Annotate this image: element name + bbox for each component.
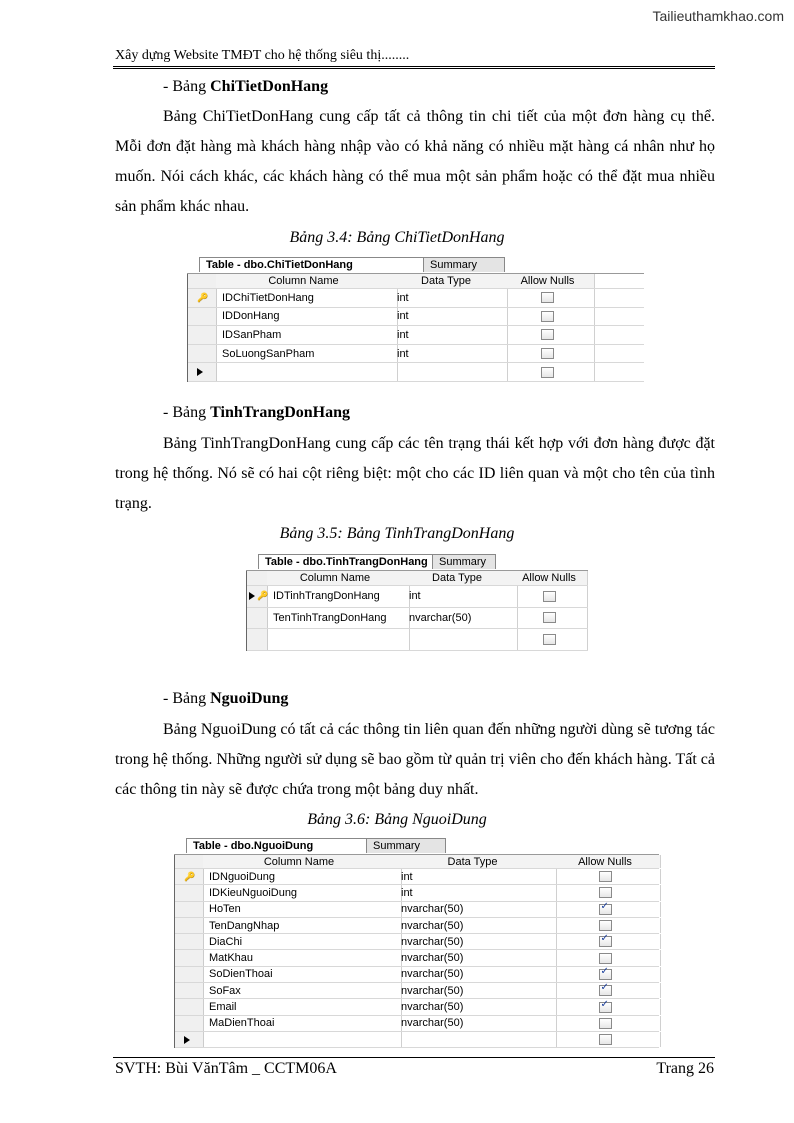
row-selector[interactable] xyxy=(175,983,204,998)
allow-nulls-cell xyxy=(501,326,595,344)
table-row xyxy=(175,934,659,950)
data-type-cell[interactable]: int xyxy=(403,586,518,607)
data-type-header: Data Type xyxy=(395,855,551,868)
heading-name: TinhTrangDonHang xyxy=(210,404,351,421)
allow-nulls-cell xyxy=(501,363,595,381)
paragraph xyxy=(115,715,715,805)
allow-nulls-checkbox[interactable] xyxy=(599,936,612,947)
column-name-cell[interactable]: SoLuongSanPham xyxy=(216,345,398,363)
heading-name: NguoiDung xyxy=(210,690,289,707)
allow-nulls-header: Allow Nulls xyxy=(550,855,661,868)
allow-nulls-checkbox[interactable] xyxy=(599,1002,612,1013)
allow-nulls-cell xyxy=(511,586,588,607)
row-selector[interactable] xyxy=(175,999,204,1014)
table-designer xyxy=(246,554,588,651)
table-designer xyxy=(174,838,659,1048)
data-type-cell[interactable]: int xyxy=(395,869,557,884)
watermark: Tailieuthamkhao.com xyxy=(652,8,784,24)
page-number: Trang 26 xyxy=(656,1060,714,1077)
paragraph-text: Bảng NguoiDung có tất cả các thông tin liên quan đến những người dùng sẽ tương tác trong hệ thống. Những người sử dụng sẽ bao gồm từ quản trị viên cho đến khách hàng. Tất cả các thông tin này sẽ được chứa trong một bảng duy nhất. xyxy=(115,721,715,798)
column-name-cell[interactable]: MaDienThoai xyxy=(203,1016,402,1031)
data-type-cell[interactable]: nvarchar(50) xyxy=(395,934,557,949)
grid-header xyxy=(247,571,588,586)
column-name-cell[interactable] xyxy=(267,629,410,650)
footer-rule xyxy=(113,1057,715,1058)
allow-nulls-checkbox[interactable] xyxy=(543,612,556,623)
paragraph-text: Bảng ChiTietDonHang cung cấp tất cả thông tin chi tiết của một đơn hàng cụ thể. Mỗi đơn đặt hàng mà khách hàng nhập vào có khả năng có nhiều mặt hàng cá nhân như họ muốn. Nói cách khác, các khách hàng có thể mua một sản phẩm hoặc có thể đặt mua nhiều sản phẩm khác nhau. xyxy=(115,108,715,215)
row-selector[interactable] xyxy=(175,902,204,917)
header-rule xyxy=(113,66,715,69)
tab-strip xyxy=(174,838,659,855)
row-selector[interactable] xyxy=(175,950,204,965)
row-selector[interactable] xyxy=(175,869,204,884)
paragraph xyxy=(115,102,715,222)
row-selector[interactable] xyxy=(175,918,204,933)
column-name-cell[interactable]: IDKieuNguoiDung xyxy=(203,885,402,900)
column-name-cell[interactable]: Email xyxy=(203,999,402,1014)
allow-nulls-cell xyxy=(550,999,661,1014)
allow-nulls-cell xyxy=(550,869,661,884)
allow-nulls-checkbox[interactable] xyxy=(541,292,554,303)
table-caption: Bảng 3.4: Bảng ChiTietDonHang xyxy=(289,229,505,246)
table-row xyxy=(188,363,644,382)
summary-tab[interactable]: Summary xyxy=(423,257,505,272)
data-type-header: Data Type xyxy=(403,571,512,585)
allow-nulls-cell xyxy=(501,308,595,326)
allow-nulls-header: Allow Nulls xyxy=(501,274,595,288)
allow-nulls-header: Allow Nulls xyxy=(511,571,588,585)
row-selector[interactable] xyxy=(247,629,268,650)
designer-tab[interactable]: Table - dbo.ChiTietDonHang xyxy=(199,257,433,272)
column-name-cell[interactable]: IDNguoiDung xyxy=(203,869,402,884)
table-row xyxy=(175,950,659,966)
allow-nulls-checkbox[interactable] xyxy=(599,953,612,964)
data-type-cell[interactable]: int xyxy=(395,885,557,900)
heading-name: ChiTietDonHang xyxy=(210,78,329,95)
data-type-cell[interactable]: nvarchar(50) xyxy=(395,967,557,982)
allow-nulls-checkbox[interactable] xyxy=(599,969,612,980)
allow-nulls-cell xyxy=(501,345,595,363)
table-caption: Bảng 3.5: Bảng TinhTrangDonHang xyxy=(279,525,515,542)
section-heading xyxy=(163,404,350,422)
row-selector[interactable] xyxy=(175,1032,204,1047)
table-row xyxy=(175,999,659,1015)
current-row-arrow-icon xyxy=(197,368,203,376)
header-selector xyxy=(188,274,217,288)
data-type-cell[interactable]: nvarchar(50) xyxy=(395,999,557,1014)
allow-nulls-cell xyxy=(550,950,661,965)
column-name-cell[interactable]: DiaChi xyxy=(203,934,402,949)
column-name-cell[interactable]: MatKhau xyxy=(203,950,402,965)
allow-nulls-cell xyxy=(550,983,661,998)
data-type-cell[interactable] xyxy=(395,1032,557,1047)
column-grid xyxy=(187,274,644,382)
paragraph-text: Bảng TinhTrangDonHang cung cấp các tên trạng thái kết hợp với đơn hàng được đặt trong hệ thống. Nó sẽ có hai cột riêng biệt: một cho các ID liên quan và một cho tên của tình trạng. xyxy=(115,435,715,512)
row-selector[interactable] xyxy=(247,608,268,629)
column-name-cell[interactable]: TenTinhTrangDonHang xyxy=(267,608,410,629)
allow-nulls-cell xyxy=(550,902,661,917)
table-row xyxy=(247,629,588,651)
allow-nulls-checkbox[interactable] xyxy=(543,634,556,645)
header-selector xyxy=(175,855,204,868)
data-type-header: Data Type xyxy=(391,274,502,288)
row-selector[interactable] xyxy=(188,289,217,307)
tab-strip xyxy=(187,257,644,274)
allow-nulls-cell xyxy=(550,934,661,949)
column-name-cell[interactable]: IDDonHang xyxy=(216,308,398,326)
column-grid xyxy=(246,571,588,651)
paragraph xyxy=(115,429,715,519)
section-heading xyxy=(163,690,288,708)
allow-nulls-cell xyxy=(501,289,595,307)
table-row xyxy=(175,1016,659,1032)
table-row xyxy=(188,289,644,308)
footer-author: SVTH: Bùi VănTâm _ CCTM06A xyxy=(115,1060,337,1077)
data-type-cell[interactable]: int xyxy=(391,345,508,363)
table-row xyxy=(175,967,659,983)
header-selector xyxy=(247,571,268,585)
column-name-cell[interactable]: IDTinhTrangDonHang xyxy=(267,586,410,607)
allow-nulls-cell xyxy=(550,967,661,982)
column-name-cell[interactable]: IDSanPham xyxy=(216,326,398,344)
column-grid xyxy=(174,855,659,1048)
column-name-cell[interactable]: SoFax xyxy=(203,983,402,998)
table-row xyxy=(188,345,644,364)
section-heading xyxy=(163,78,328,96)
row-selector[interactable] xyxy=(175,967,204,982)
current-row-arrow-icon xyxy=(184,1036,190,1044)
row-selector[interactable] xyxy=(247,586,268,607)
data-type-cell[interactable]: nvarchar(50) xyxy=(395,983,557,998)
grid-header xyxy=(175,855,659,869)
allow-nulls-checkbox[interactable] xyxy=(599,985,612,996)
heading-prefix: - Bảng xyxy=(163,690,211,707)
allow-nulls-cell xyxy=(550,885,661,900)
allow-nulls-checkbox[interactable] xyxy=(599,904,612,915)
data-type-cell[interactable] xyxy=(391,363,508,381)
data-type-cell[interactable]: int xyxy=(391,326,508,344)
table-row xyxy=(175,885,659,901)
table-designer xyxy=(187,257,644,382)
table-row xyxy=(175,1032,659,1048)
allow-nulls-checkbox[interactable] xyxy=(599,871,612,882)
summary-tab[interactable]: Summary xyxy=(366,838,446,853)
column-name-header: Column Name xyxy=(216,274,392,288)
table-row xyxy=(175,869,659,885)
grid-header xyxy=(188,274,644,289)
allow-nulls-cell xyxy=(550,1016,661,1031)
table-row xyxy=(175,902,659,918)
allow-nulls-checkbox[interactable] xyxy=(599,920,612,931)
table-row xyxy=(247,608,588,630)
data-type-cell[interactable]: int xyxy=(391,308,508,326)
data-type-cell[interactable]: nvarchar(50) xyxy=(395,1016,557,1031)
tab-strip xyxy=(246,554,588,571)
row-selector[interactable] xyxy=(188,326,217,344)
table-row xyxy=(175,918,659,934)
column-name-cell[interactable]: IDChiTietDonHang xyxy=(216,289,398,307)
current-row-arrow-icon xyxy=(249,592,255,600)
row-selector[interactable] xyxy=(175,885,204,900)
column-name-cell[interactable] xyxy=(216,363,398,381)
table-caption: Bảng 3.6: Bảng NguoiDung xyxy=(307,811,487,828)
row-selector[interactable] xyxy=(188,363,217,381)
row-selector[interactable] xyxy=(175,934,204,949)
data-type-cell[interactable]: nvarchar(50) xyxy=(395,918,557,933)
primary-key-icon: 🔑 xyxy=(184,871,196,882)
allow-nulls-cell xyxy=(511,629,588,650)
column-name-cell[interactable] xyxy=(203,1032,402,1047)
column-name-cell[interactable]: TenDangNhap xyxy=(203,918,402,933)
table-row xyxy=(188,326,644,345)
data-type-cell[interactable]: nvarchar(50) xyxy=(395,950,557,965)
heading-prefix: - Bảng xyxy=(163,404,211,421)
row-selector[interactable] xyxy=(188,308,217,326)
column-name-header: Column Name xyxy=(267,571,404,585)
allow-nulls-cell xyxy=(550,918,661,933)
data-type-cell[interactable]: int xyxy=(391,289,508,307)
allow-nulls-checkbox[interactable] xyxy=(541,367,554,378)
data-type-cell[interactable]: nvarchar(50) xyxy=(395,902,557,917)
summary-tab[interactable]: Summary xyxy=(432,554,496,569)
designer-tab[interactable]: Table - dbo.TinhTrangDonHang xyxy=(258,554,442,569)
allow-nulls-checkbox[interactable] xyxy=(543,591,556,602)
table-row xyxy=(188,308,644,327)
row-selector[interactable] xyxy=(175,1016,204,1031)
allow-nulls-checkbox[interactable] xyxy=(599,1034,612,1045)
allow-nulls-cell xyxy=(511,608,588,629)
row-selector[interactable] xyxy=(188,345,217,363)
designer-tab[interactable]: Table - dbo.NguoiDung xyxy=(186,838,376,853)
allow-nulls-cell xyxy=(550,1032,661,1047)
allow-nulls-checkbox[interactable] xyxy=(599,1018,612,1029)
column-name-cell[interactable]: HoTen xyxy=(203,902,402,917)
running-header: Xây dựng Website TMĐT cho hệ thống siêu thị........ xyxy=(115,48,410,63)
column-name-header: Column Name xyxy=(203,855,396,868)
primary-key-icon: 🔑 xyxy=(197,292,209,303)
table-row xyxy=(247,586,588,608)
allow-nulls-checkbox[interactable] xyxy=(541,348,554,359)
heading-prefix: - Bảng xyxy=(163,78,211,95)
data-type-cell[interactable] xyxy=(403,629,518,650)
table-row xyxy=(175,983,659,999)
data-type-cell[interactable]: nvarchar(50) xyxy=(403,608,518,629)
column-name-cell[interactable]: SoDienThoai xyxy=(203,967,402,982)
allow-nulls-checkbox[interactable] xyxy=(599,887,612,898)
allow-nulls-checkbox[interactable] xyxy=(541,329,554,340)
allow-nulls-checkbox[interactable] xyxy=(541,311,554,322)
primary-key-icon: 🔑 xyxy=(257,590,269,601)
